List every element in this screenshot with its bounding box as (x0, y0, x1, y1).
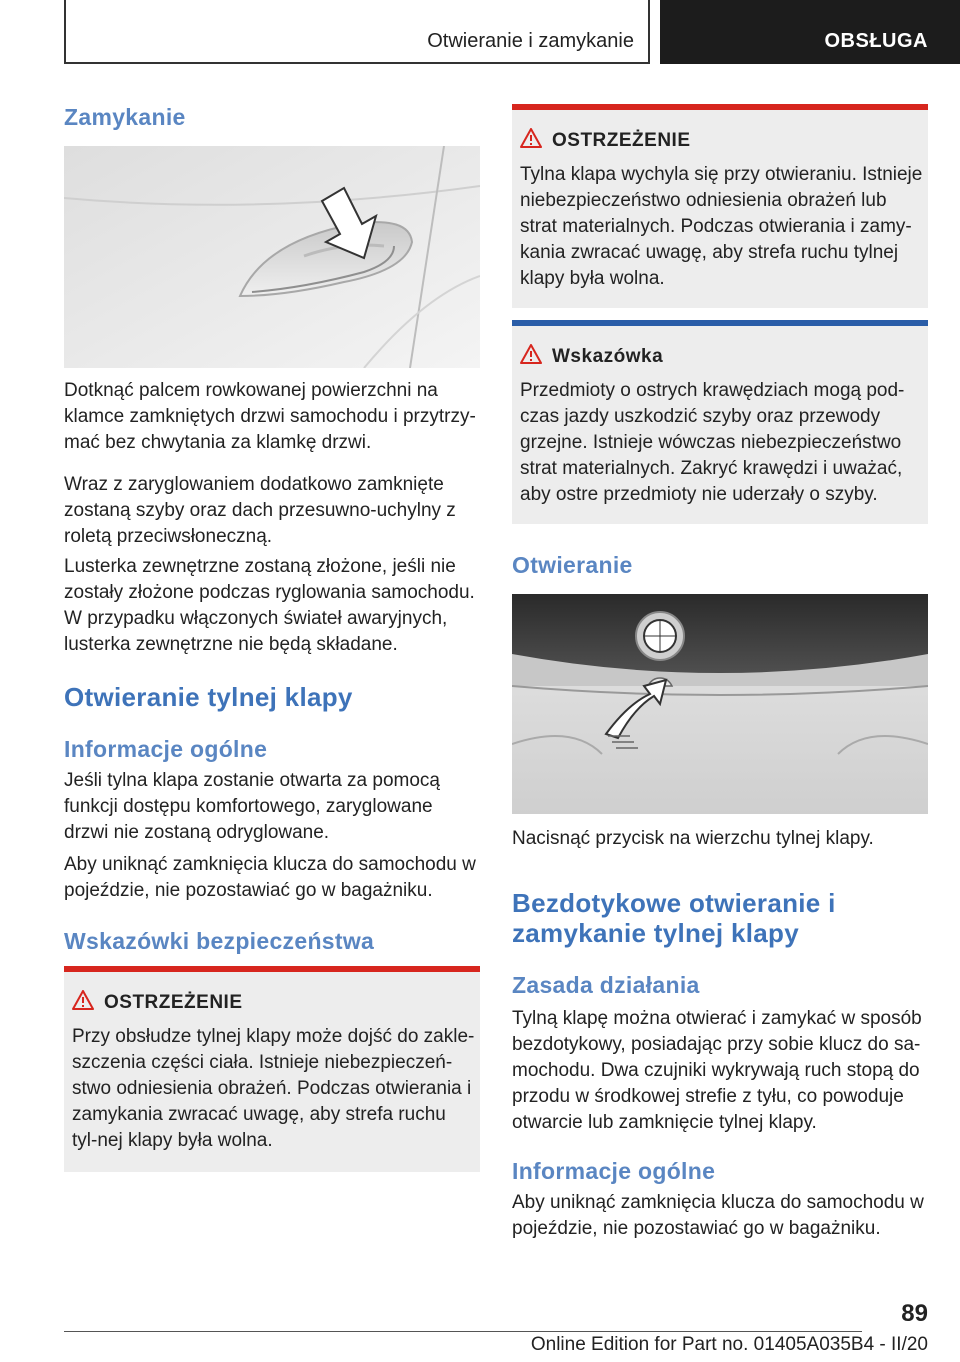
paragraph-press-button: Nacisnąć przycisk na wierzchu tylnej klapy. (512, 828, 874, 849)
warning-heading: OSTRZEŻENIE (104, 992, 243, 1013)
heading-otwieranie-tylnej-klapy: Otwieranie tylnej klapy (64, 682, 353, 712)
footer-edition: Online Edition for Part no. 01405A035B4 - II/20 (530, 1334, 928, 1355)
note-text: Przedmioty o ostrych krawędziach mogą pod-czas jazdy uszkodzić szyby oraz przewody grzejne. Istnieje wówczas niebezpieczeństwo strat materialnych. Zakryć krawędzi i uważać, aby ostre przedmioty nie uderzały o szyby. (520, 380, 905, 505)
warning-bar (64, 966, 480, 972)
warning-triangle-icon (520, 344, 542, 364)
warning-heading: OSTRZEŻENIE (552, 130, 691, 151)
footer-divider (64, 1331, 862, 1332)
section-title: Otwieranie i zamykanie (427, 30, 634, 52)
heading-wskazowki-bezpieczenstwa: Wskazówki bezpieczeństwa (64, 928, 375, 954)
heading-informacje-ogolne: Informacje ogólne (64, 736, 268, 762)
warning-bar (512, 104, 928, 110)
warning-triangle-icon (520, 128, 542, 148)
heading-zasada-dzialania: Zasada działania (512, 972, 700, 998)
heading-informacje-ogolne-2: Informacje ogólne (512, 1158, 716, 1184)
warning-text: Tylna klapa wychyla się przy otwieraniu. Istnieje niebezpieczeństwo odniesienia obrażeń lub strat materialnych. Podczas otwierania i zamy-kania zwracać uwagę, aby strefa ruchu tylnej klapy była wolna. (520, 164, 923, 289)
heading-otwieranie: Otwieranie (512, 552, 633, 578)
paragraph-closing-windows: Wraz z zaryglowaniem dodatkowo zamknięte zostaną szyby oraz dach przesuwno-uchylny z roletą przeciwsłoneczną. (64, 474, 456, 547)
header-section-box (64, 0, 650, 64)
heading-bezdotykowe: Bezdotykowe otwieranie i zamykanie tylnej klapy (512, 888, 836, 948)
note-box-sharp-objects (512, 320, 928, 524)
note-heading: Wskazówka (552, 346, 664, 367)
paragraph-key-in-trunk: Aby uniknąć zamknięcia klucza do samochodu w pojeździe, nie pozostawiać go w bagażniku. (64, 854, 476, 901)
paragraph-touch-handle: Dotknąć palcem rowkowanej powierzchni na klamce zamkniętych drzwi samochodu i przytrzy-mać bez chwytania za klamkę drzwi. (64, 380, 476, 453)
tailgate-button-figure (512, 594, 928, 814)
door-handle-figure (64, 146, 480, 368)
warning-box-trapping (64, 966, 480, 1172)
page-number: 89 (901, 1300, 928, 1327)
heading-zamykanie: Zamykanie (64, 104, 186, 130)
warning-box-tailgate-swing (512, 104, 928, 308)
warning-text: Przy obsłudze tylnej klapy może dojść do zakle-szczenia części ciała. Istnieje niebezpieczeń-stwo odniesienia obrażeń. Podczas otwierania i zamykania zwracać uwagę, aby strefa ruchu tyl-nej klapy była wolna. (72, 1026, 475, 1151)
chapter-tab[interactable] (660, 0, 960, 64)
paragraph-comfort-access: Jeśli tylna klapa zostanie otwarta za pomocą funkcji dostępu komfortowego, zaryglowane drzwi nie zostaną odryglowane. (64, 770, 440, 843)
note-bar (512, 320, 928, 326)
warning-triangle-icon (72, 990, 94, 1010)
paragraph-hands-free: Tylną klapę można otwierać i zamykać w sposób bezdotykowy, posiadając przy sobie klucz do sa-mochodu. Dwa czujniki wykrywają ruch stopą do przodu w środkowej strefie z tyłu, co powoduje otwarcie lub zamknięcie tylnej klapy. (512, 1008, 922, 1133)
chapter-tab-label: OBSŁUGA (824, 30, 928, 52)
paragraph-key-in-trunk-2: Aby uniknąć zamknięcia klucza do samochodu w pojeździe, nie pozostawiać go w bagażniku. (512, 1192, 924, 1239)
paragraph-mirrors: Lusterka zewnętrzne zostaną złożone, jeśli nie zostały złożone podczas ryglowania samochodu. W przypadku włączonych świateł awaryjnych, lusterka zewnętrzne nie będą składane. (64, 556, 475, 655)
